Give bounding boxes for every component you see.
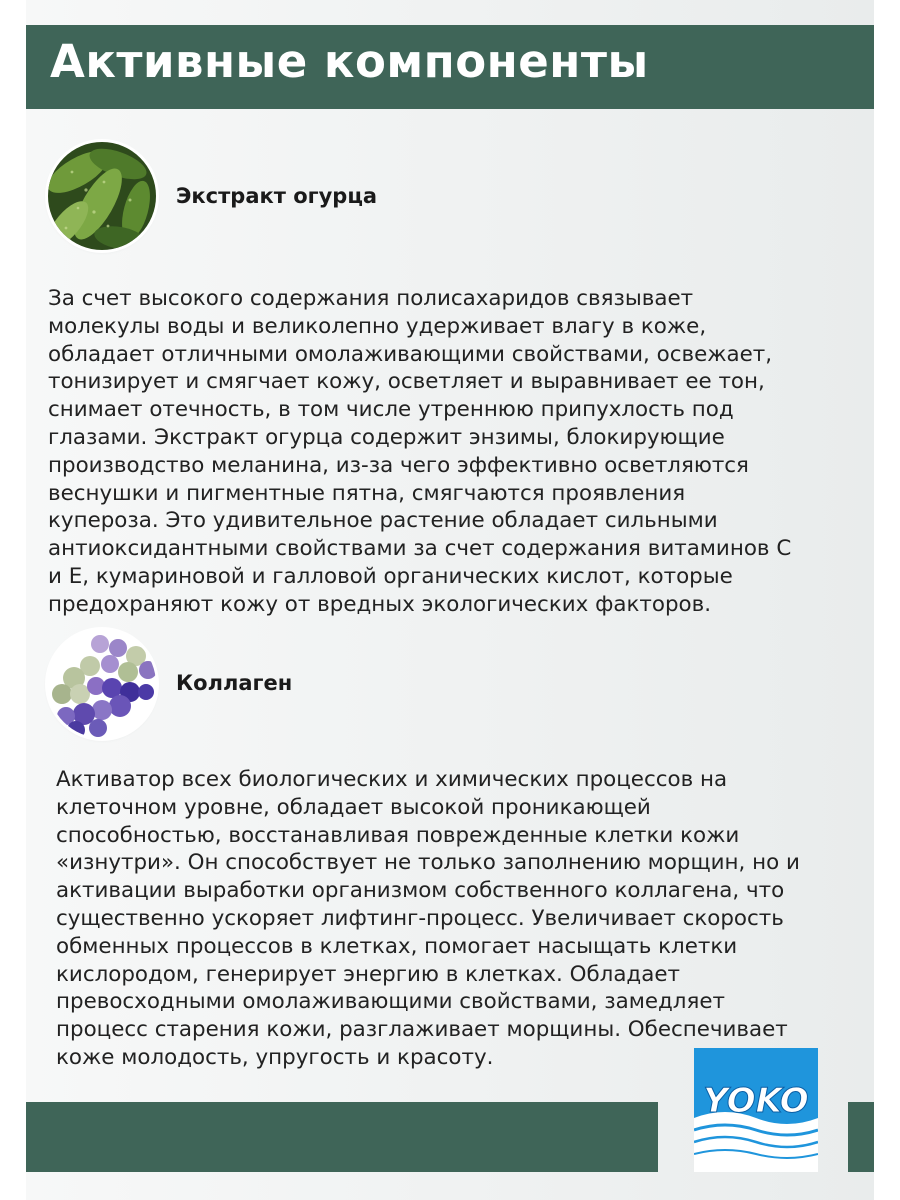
ingredient-description-collagen: Активатор всех биологических и химических процессов на клеточном уровне, обладает высокой проникающей способностью, восстанавливая поврежденные клетки кожи «изнутри». Он способствует не только заполнению морщин, но и активации выработки организмом собственного коллагена, что существенно ускоряет лифтинг-процесс. Увеличивает скорость обменных процессов в клетках, помогает насыщать клетки кислородом, генерирует энергию в клетках. Обладает превосходными омолаживающими свойствами, замедляет процесс старения кожи, разглаживает морщины. Обеспечивает коже молодость, упругость и красоту. [56,767,800,1070]
footer-bar-right [848,1102,874,1172]
header-bar [26,25,874,109]
page-title: Активные компоненты [50,35,649,88]
collagen-molecule-image [48,630,156,738]
ingredient-description-cucumber: За счет высокого содержания полисахаридов связывает молекулы воды и великолепно удерживает влагу в коже, обладает отличными омолаживающими свойствами, освежает, тонизирует и смягчает кожу, осветляет и выравнивает ее тон, снимает отечность, в том числе утреннюю припухлость под глазами. Экстракт огурца содержит энзимы, блокирующие производство меланина, из-за чего эффективно осветляются веснушки и пигментные пятна, смягчаются проявления купероза. Это удивительное растение обладает сильными антиоксидантными свойствами за счет содержания витаминов С и Е, кумариновой и галловой органических кислот, которые предохраняют кожу от вредных экологических факторов. [48,286,792,617]
brand-logo [694,1048,818,1172]
footer-bar-left [26,1102,658,1172]
ingredient-name-collagen: Коллаген [176,671,293,695]
brand-logo-text: YOKO [703,1081,809,1121]
ingredient-name-cucumber: Экстракт огурца [176,184,378,208]
cucumber-image [48,142,156,250]
